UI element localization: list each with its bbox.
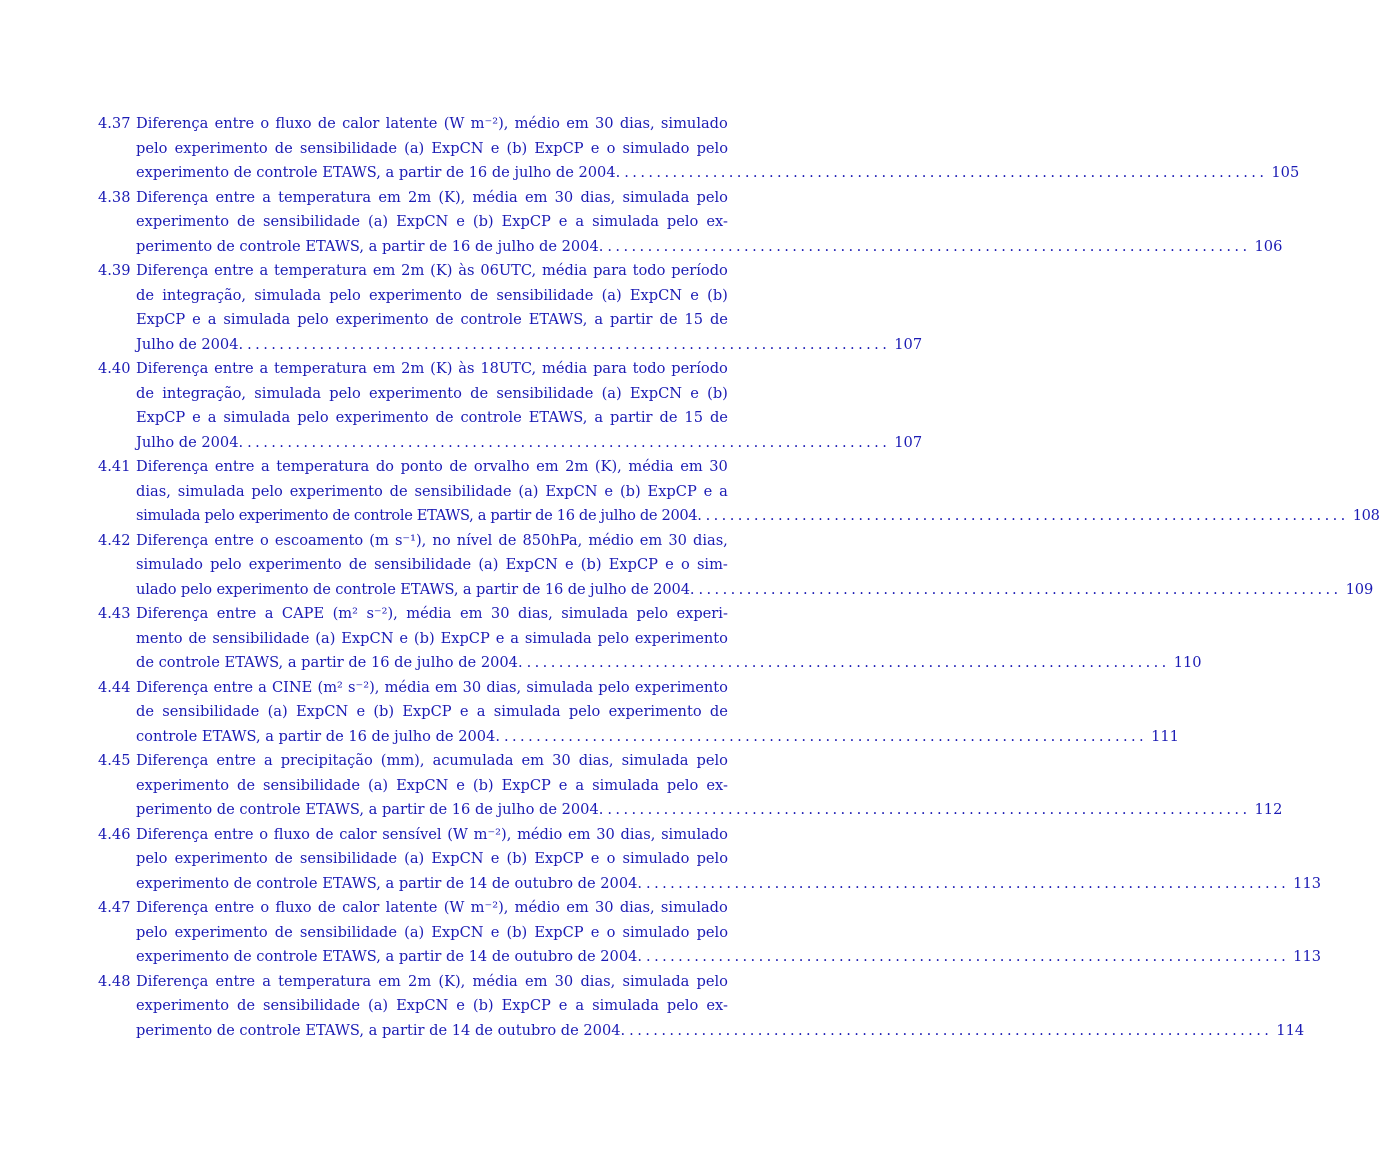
toc-entry[interactable]	[98, 112, 1300, 186]
entry-line: experimento de sensibilidade (a) ExpCN e (b) ExpCP e a simulada pelo ex-	[136, 997, 728, 1014]
entry-line: de sensibilidade (a) ExpCN e (b) ExpCP e a simulada pelo experimento de	[136, 703, 728, 720]
page-number[interactable]: 113	[1293, 874, 1322, 892]
entry-line: ExpCP e a simulada pelo experimento de controle ETAWS, a partir de 15 de	[136, 409, 728, 426]
entry-line: dias, simulada pelo experimento de sensibilidade (a) ExpCN e (b) ExpCP e a	[136, 482, 728, 500]
entry-line: Diferença entre a temperatura em 2m (K) às 18UTC, média para todo período	[136, 360, 728, 377]
figure-number: 4.46	[98, 825, 131, 843]
entry-line: mento de sensibilidade (a) ExpCN e (b) ExpCP e a simulada pelo experimento	[136, 629, 728, 647]
toc-entry[interactable]	[98, 823, 1322, 897]
dot-leader: ................................................................................	[607, 801, 1251, 818]
dot-leader: ................................................................................	[629, 1021, 1273, 1039]
entry-last-line	[136, 431, 923, 456]
dot-leader: ................................................................................	[646, 874, 1290, 892]
entry-line: Diferença entre a temperatura do ponto de orvalho em 2m (K), média em 30	[136, 458, 728, 475]
entry-last-line	[136, 161, 1300, 186]
entry-last-line	[136, 578, 1374, 603]
entry-line: Diferença entre o fluxo de calor latente (W m⁻²), médio em 30 dias, simulado	[136, 899, 728, 916]
figure-number: 4.44	[98, 678, 131, 696]
entry-last-line	[136, 651, 1202, 676]
dot-leader: ................................................................................	[247, 335, 891, 353]
entry-text: experimento de controle ETAWS, a partir de 14 de outubro de 2004.	[136, 874, 643, 892]
toc-entry[interactable]	[98, 529, 1374, 603]
entry-line: ExpCP e a simulada pelo experimento de controle ETAWS, a partir de 15 de	[136, 311, 728, 328]
entry-text: ulado pelo experimento de controle ETAWS, a partir de 16 de julho de 2004.	[136, 580, 695, 598]
page-number[interactable]: 108	[1352, 507, 1380, 524]
entry-line: pelo experimento de sensibilidade (a) ExpCN e (b) ExpCP e o simulado pelo	[136, 923, 728, 941]
entry-last-line	[136, 798, 1283, 823]
entry-line: Diferença entre a temperatura em 2m (K), média em 30 dias, simulada pelo	[136, 972, 728, 990]
page-number[interactable]: 111	[1151, 727, 1179, 745]
entry-line: Diferença entre a temperatura em 2m (K), média em 30 dias, simulada pelo	[136, 188, 728, 206]
entry-text: Julho de 2004.	[136, 335, 244, 353]
dot-leader: ................................................................................	[607, 237, 1251, 255]
dot-leader: ................................................................................	[503, 727, 1148, 745]
dot-leader: ................................................................................	[247, 433, 891, 451]
toc-entry[interactable]	[98, 357, 923, 455]
dot-leader: ................................................................................	[705, 507, 1349, 524]
entry-line: Diferença entre a temperatura em 2m (K) às 06UTC, média para todo período	[136, 262, 728, 279]
dot-leader: ................................................................................	[526, 654, 1170, 671]
entry-line: experimento de sensibilidade (a) ExpCN e (b) ExpCP e a simulada pelo ex-	[136, 213, 728, 230]
entry-line: de integração, simulada pelo experimento de sensibilidade (a) ExpCN e (b)	[136, 286, 728, 304]
entry-text: perimento de controle ETAWS, a partir de 16 de julho de 2004.	[136, 237, 604, 255]
page-number[interactable]: 113	[1293, 948, 1322, 965]
entry-line: simulado pelo experimento de sensibilidade (a) ExpCN e (b) ExpCP e o sim-	[136, 556, 728, 573]
figure-number: 4.47	[98, 899, 131, 916]
entry-line: Diferença entre a CAPE (m² s⁻²), média em 30 dias, simulada pelo experi-	[136, 605, 728, 622]
toc-entry[interactable]	[98, 455, 1380, 529]
toc-entry[interactable]	[98, 896, 1322, 970]
page-number[interactable]: 112	[1254, 801, 1283, 818]
entry-last-line	[136, 945, 1322, 970]
page-number[interactable]: 105	[1271, 164, 1300, 181]
toc-entry[interactable]	[98, 259, 923, 357]
entry-last-line	[136, 333, 923, 358]
entry-text: experimento de controle ETAWS, a partir de 16 de julho de 2004.	[136, 164, 621, 181]
dot-leader: ................................................................................	[646, 948, 1290, 965]
entry-last-line	[136, 235, 1283, 260]
figure-number: 4.41	[98, 458, 131, 475]
entry-line: Diferença entre o fluxo de calor sensível (W m⁻²), médio em 30 dias, simulado	[136, 825, 728, 843]
dot-leader: ................................................................................	[698, 580, 1342, 598]
entry-text: perimento de controle ETAWS, a partir de 16 de julho de 2004.	[136, 801, 604, 818]
figure-number: 4.42	[98, 531, 131, 549]
figure-number: 4.38	[98, 188, 131, 206]
entry-line: Diferença entre a precipitação (mm), acumulada em 30 dias, simulada pelo	[136, 752, 728, 769]
toc-entry[interactable]	[98, 676, 1179, 750]
entry-last-line	[136, 1019, 1305, 1044]
page-number[interactable]: 114	[1276, 1021, 1305, 1039]
entry-line: Diferença entre a CINE (m² s⁻²), média em 30 dias, simulada pelo experimento	[136, 678, 728, 696]
figure-number: 4.40	[98, 360, 131, 377]
entry-text: simulada pelo experimento de controle ETAWS, a partir de 16 de julho de 2004.	[136, 507, 702, 524]
entry-line: Diferença entre o fluxo de calor latente (W m⁻²), médio em 30 dias, simulado	[136, 115, 728, 132]
entry-last-line	[136, 725, 1179, 750]
entry-text: de controle ETAWS, a partir de 16 de julho de 2004.	[136, 654, 523, 671]
entry-text: experimento de controle ETAWS, a partir de 14 de outubro de 2004.	[136, 948, 643, 965]
entry-text: perimento de controle ETAWS, a partir de 14 de outubro de 2004.	[136, 1021, 626, 1039]
toc-entry[interactable]	[98, 970, 1305, 1044]
figure-number: 4.48	[98, 972, 131, 990]
toc-entry[interactable]	[98, 749, 1283, 823]
page-number[interactable]: 107	[894, 335, 923, 353]
page-number[interactable]: 109	[1345, 580, 1374, 598]
dot-leader: ................................................................................	[624, 164, 1268, 181]
entry-text: controle ETAWS, a partir de 16 de julho de 2004.	[136, 727, 500, 745]
entry-line: de integração, simulada pelo experimento de sensibilidade (a) ExpCN e (b)	[136, 384, 728, 402]
toc-entry[interactable]	[98, 186, 1283, 260]
figure-number: 4.39	[98, 262, 131, 279]
entry-line: Diferença entre o escoamento (m s⁻¹), no nível de 850hPa, médio em 30 dias,	[136, 531, 728, 549]
entry-line: experimento de sensibilidade (a) ExpCN e (b) ExpCP e a simulada pelo ex-	[136, 776, 728, 794]
page-number[interactable]: 106	[1254, 237, 1283, 255]
entry-text: Julho de 2004.	[136, 433, 244, 451]
list-of-figures	[98, 112, 1380, 1043]
entry-last-line	[136, 504, 1380, 529]
page-number[interactable]: 107	[894, 433, 923, 451]
entry-last-line	[136, 872, 1322, 897]
toc-entry[interactable]	[98, 602, 1202, 676]
figure-number: 4.45	[98, 752, 131, 769]
entry-line: pelo experimento de sensibilidade (a) ExpCN e (b) ExpCP e o simulado pelo	[136, 850, 728, 867]
page-number[interactable]: 110	[1173, 654, 1202, 671]
figure-number: 4.43	[98, 605, 131, 622]
figure-number: 4.37	[98, 115, 131, 132]
entry-line: pelo experimento de sensibilidade (a) ExpCN e (b) ExpCP e o simulado pelo	[136, 139, 728, 157]
